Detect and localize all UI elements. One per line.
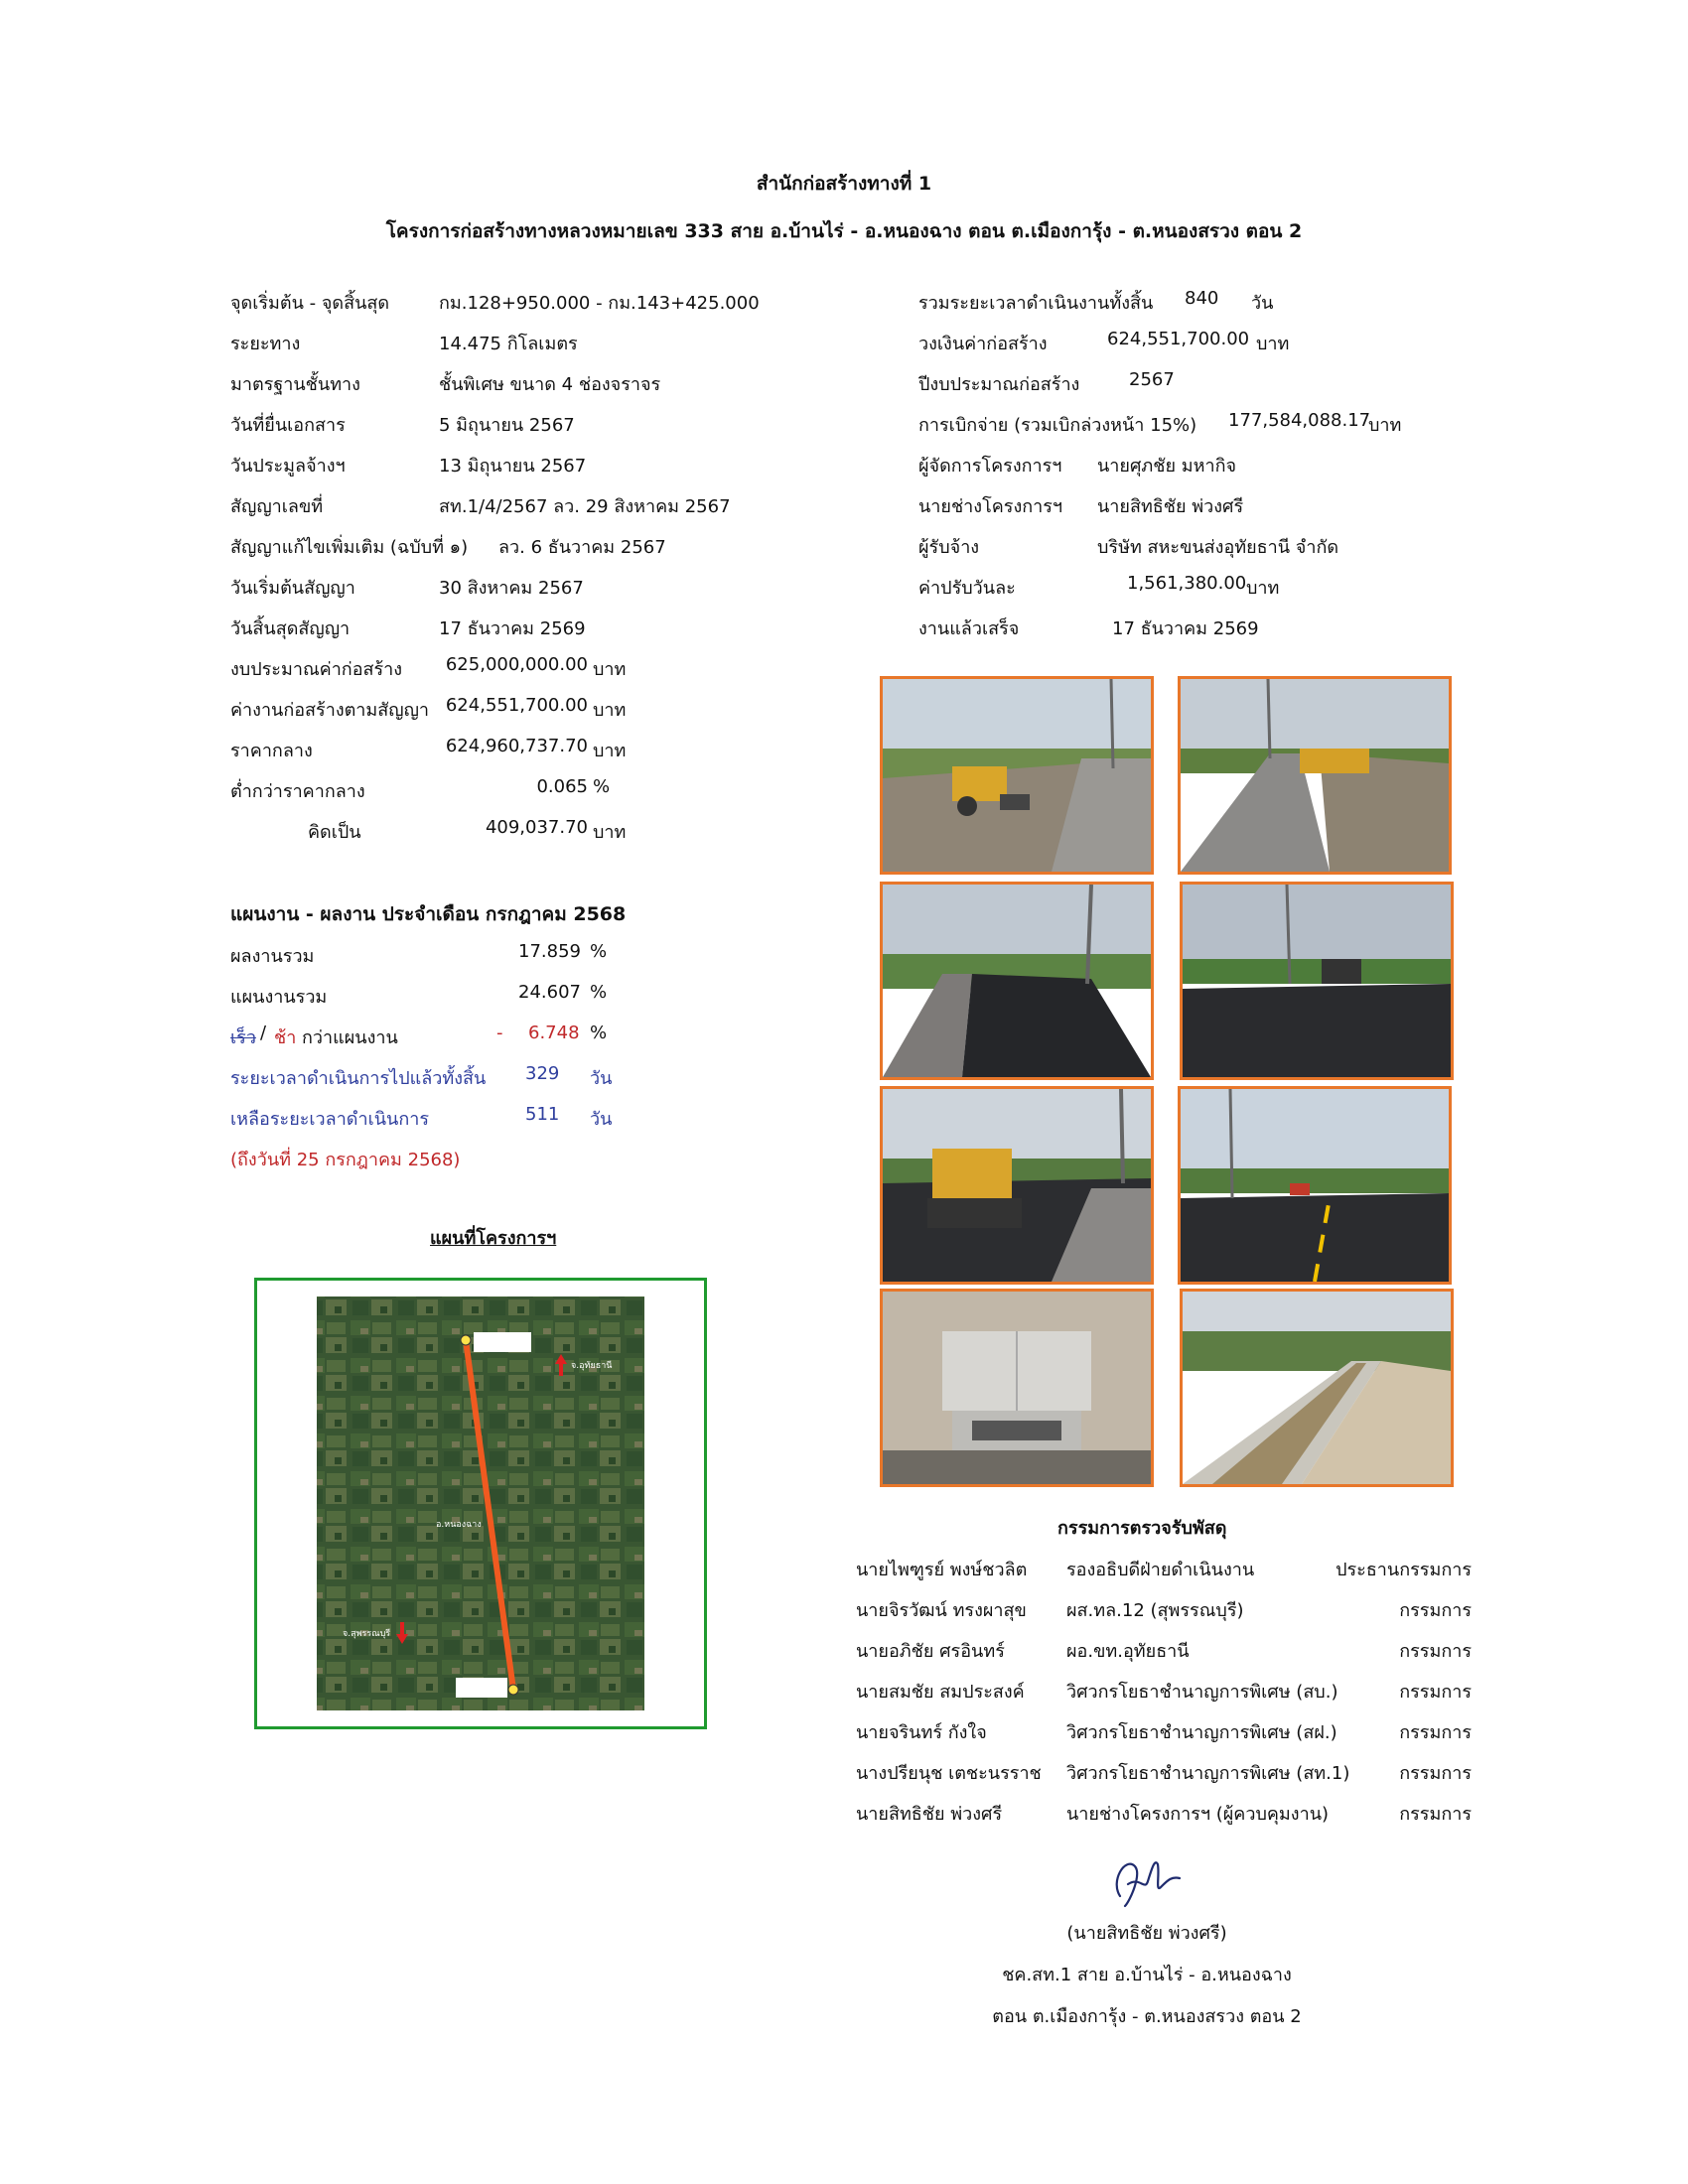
construction-photo	[880, 676, 1154, 875]
progress-actual-value: 17.859	[518, 941, 581, 962]
info-label: วันเริ่มต้นสัญญา	[230, 578, 355, 599]
info-value: 177,584,088.17	[1228, 410, 1371, 431]
progress-title: แผนงาน - ผลงาน ประจำเดือน กรกฎาคม 2568	[230, 903, 627, 925]
member-name: นายสมชัย สมประสงค์	[856, 1682, 1025, 1703]
photo-drainage-ditch	[1183, 1292, 1451, 1484]
member-role: กรรมการ	[1399, 1804, 1472, 1825]
progress-remain-row	[230, 1104, 628, 1134]
signature-name: (นายสิทธิชัย พ่วงศรี)	[1066, 1923, 1227, 1944]
committee-member	[856, 1677, 1472, 1706]
start-label-box	[474, 1332, 531, 1352]
progress-diff-sep: /	[260, 1023, 267, 1043]
budget-label: ราคากลาง	[230, 741, 313, 761]
info-label: การเบิกจ่าย (รวมเบิกล่วงหน้า 15%)	[918, 415, 1197, 436]
member-name: นายอภิชัย ศรอินทร์	[856, 1641, 1005, 1662]
info-value: นายศุภชัย มหากิจ	[1097, 456, 1237, 477]
progress-elapsed-value: 329	[525, 1063, 560, 1084]
construction-photo	[880, 882, 1154, 1080]
info-value: 5 มิถุนายน 2567	[439, 415, 575, 436]
info-value: บริษัท สหะขนส่งอุทัยธานี จำกัด	[1097, 537, 1339, 558]
map-label-bottom: จ.สุพรรณบุรี	[343, 1629, 391, 1639]
member-role: กรรมการ	[1399, 1722, 1472, 1743]
member-position: ผส.ทล.12 (สุพรรณบุรี)	[1066, 1600, 1244, 1621]
photo-asphalt-2	[1183, 885, 1451, 1077]
photo-road-lines	[1181, 1089, 1449, 1282]
info-label: ค่าปรับวันละ	[918, 578, 1016, 599]
progress-plan-value: 24.607	[518, 982, 581, 1003]
office-title: สำนักก่อสร้างทางที่ 1	[756, 173, 932, 195]
info-value: กม.128+950.000 - กม.143+425.000	[439, 293, 760, 314]
budget-label: ต่ำกว่าราคากลาง	[230, 781, 365, 802]
progress-diff-value: 6.748	[528, 1023, 580, 1043]
info-value: 17 ธันวาคม 2569	[439, 618, 586, 639]
info-label: วันที่ยื่นเอกสาร	[230, 415, 346, 436]
info-value: 1,561,380.00	[1127, 573, 1247, 594]
info-value: 17 ธันวาคม 2569	[1112, 618, 1259, 639]
progress-elapsed-label: ระยะเวลาดำเนินการไปแล้วทั้งสิ้น	[230, 1068, 487, 1089]
info-value: 14.475 กิโลเมตร	[439, 334, 578, 354]
construction-photo	[1180, 1289, 1454, 1487]
progress-diff-fast: เร็ว	[230, 1027, 256, 1048]
info-label: งานแล้วเสร็จ	[918, 618, 1020, 639]
info-unit: วัน	[1251, 293, 1274, 314]
info-label: สัญญาเลขที่	[230, 496, 324, 517]
budget-label: งบประมาณค่าก่อสร้าง	[230, 659, 403, 680]
info-label: สัญญาแก้ไขเพิ่มเติม (ฉบับที่ ๑)	[230, 537, 469, 558]
info-value: สท.1/4/2567 ลว. 29 สิงหาคม 2567	[439, 496, 731, 517]
budget-value: 409,037.70	[485, 817, 588, 838]
committee-member	[856, 1555, 1472, 1584]
member-name: นายไพฑูรย์ พงษ์ชวลิต	[856, 1560, 1028, 1580]
committee-member	[856, 1717, 1472, 1747]
route-end-marker	[508, 1685, 518, 1695]
progress-elapsed-unit: วัน	[590, 1068, 613, 1089]
progress-diff-unit: %	[590, 1023, 608, 1043]
construction-photo	[880, 1086, 1154, 1285]
satellite-tint	[317, 1297, 644, 1710]
progress-plan-unit: %	[590, 982, 608, 1003]
map-label-top: จ.อุทัยธานี	[571, 1361, 613, 1371]
photo-catch-basin	[883, 1292, 1151, 1484]
member-position: วิศวกรโยธาชำนาญการพิเศษ (สฝ.)	[1066, 1722, 1337, 1743]
member-name: นายจรินทร์ กังใจ	[856, 1722, 987, 1743]
construction-photo	[1180, 882, 1454, 1080]
budget-label: ค่างานก่อสร้างตามสัญญา	[230, 700, 430, 721]
photo-tire-roller	[883, 1089, 1151, 1282]
budget-value: 624,551,700.00	[445, 695, 588, 716]
info-value: 840	[1185, 288, 1219, 309]
member-role: ประธานกรรมการ	[1336, 1560, 1472, 1580]
handwritten-signature	[1100, 1846, 1190, 1916]
map-label-mid: อ.หนองฉาง	[436, 1520, 482, 1530]
budget-unit: บาท	[593, 659, 627, 680]
progress-actual-label: ผลงานรวม	[230, 946, 315, 967]
info-value: 624,551,700.00	[1107, 329, 1250, 349]
signature-line1: ชค.สท.1 สาย อ.บ้านไร่ - อ.หนองฉาง	[1002, 1965, 1292, 1985]
budget-value: 625,000,000.00	[445, 654, 588, 675]
progress-remain-value: 511	[525, 1104, 560, 1125]
map-title: แผนที่โครงการฯ	[430, 1228, 557, 1249]
progress-diff-suffix: กว่าแผนงาน	[302, 1027, 398, 1048]
map-frame	[254, 1278, 707, 1729]
info-value: ชั้นพิเศษ ขนาด 4 ช่องจราจร	[439, 374, 661, 395]
member-role: กรรมการ	[1399, 1600, 1472, 1621]
committee-title: กรรมการตรวจรับพัสดุ	[1057, 1518, 1227, 1539]
progress-plan-row	[230, 982, 628, 1012]
info-value: นายสิทธิชัย พ่วงศรี	[1097, 496, 1244, 517]
info-label: ปีงบประมาณก่อสร้าง	[918, 374, 1080, 395]
info-value: 13 มิถุนายน 2567	[439, 456, 587, 477]
info-label: ผู้รับจ้าง	[918, 537, 980, 558]
signature-line2: ตอน ต.เมืองการุ้ง - ต.หนองสรวง ตอน 2	[992, 2006, 1302, 2027]
photo-roller-gravel	[883, 679, 1151, 872]
committee-member	[856, 1758, 1472, 1788]
photo-grader	[1181, 679, 1449, 872]
info-unit: บาท	[1256, 334, 1290, 354]
member-position: วิศวกรโยธาชำนาญการพิเศษ (สท.1)	[1066, 1763, 1350, 1784]
budget-unit: บาท	[593, 822, 627, 843]
info-label: จุดเริ่มต้น - จุดสิ้นสุด	[230, 293, 390, 314]
member-name: นางปรียนุช เตชะนรราช	[856, 1763, 1042, 1784]
budget-unit: บาท	[593, 700, 627, 721]
budget-unit: %	[593, 776, 611, 797]
progress-actual-row	[230, 941, 628, 971]
budget-row	[230, 817, 647, 847]
construction-photo	[1178, 676, 1452, 875]
info-label: นายช่างโครงการฯ	[918, 496, 1063, 517]
member-name: นายสิทธิชัย พ่วงศรี	[856, 1804, 1003, 1825]
progress-actual-unit: %	[590, 941, 608, 962]
budget-row	[230, 695, 647, 725]
progress-diff-row	[230, 1023, 628, 1052]
progress-remain-label: เหลือระยะเวลาดำเนินการ	[230, 1109, 430, 1130]
progress-elapsed-row	[230, 1063, 628, 1093]
budget-row	[230, 654, 647, 684]
member-role: กรรมการ	[1399, 1682, 1472, 1703]
member-position: นายช่างโครงการฯ (ผู้ควบคุมงาน)	[1066, 1804, 1330, 1825]
construction-photo	[1178, 1086, 1452, 1285]
info-unit: บาท	[1246, 578, 1280, 599]
progress-asof: (ถึงวันที่ 25 กรกฎาคม 2568)	[230, 1150, 461, 1170]
project-title: โครงการก่อสร้างทางหลวงหมายเลข 333 สาย อ.บ้านไร่ - อ.หนองฉาง ตอน ต.เมืองการุ้ง - ต.หนองสรวง ตอน 2	[385, 220, 1303, 242]
budget-row	[230, 736, 647, 765]
info-label: ระยะทาง	[230, 334, 301, 354]
info-label: ผู้จัดการโครงการฯ	[918, 456, 1062, 477]
progress-plan-label: แผนงานรวม	[230, 987, 328, 1008]
info-label: รวมระยะเวลาดำเนินงานทั้งสิ้น	[918, 293, 1154, 314]
route-start-marker	[461, 1335, 471, 1345]
info-label: วงเงินค่าก่อสร้าง	[918, 334, 1048, 354]
member-position: วิศวกรโยธาชำนาญการพิเศษ (สบ.)	[1066, 1682, 1338, 1703]
construction-photo	[880, 1289, 1154, 1487]
member-name: นายจิรวัฒน์ ทรงผาสุข	[856, 1600, 1027, 1621]
budget-value: 624,960,737.70	[445, 736, 588, 756]
budget-label: คิดเป็น	[308, 822, 361, 843]
budget-value: 0.065	[536, 776, 588, 797]
budget-row	[230, 776, 647, 806]
progress-remain-unit: วัน	[590, 1109, 613, 1130]
info-label: มาตรฐานชั้นทาง	[230, 374, 360, 395]
info-label: วันประมูลจ้างฯ	[230, 456, 346, 477]
info-unit: บาท	[1368, 415, 1402, 436]
committee-member	[856, 1799, 1472, 1829]
info-value: ลว. 6 ธันวาคม 2567	[498, 537, 666, 558]
info-value: 30 สิงหาคม 2567	[439, 578, 584, 599]
photo-asphalt-1	[883, 885, 1151, 1077]
member-role: กรรมการ	[1399, 1641, 1472, 1662]
member-role: กรรมการ	[1399, 1763, 1472, 1784]
end-label-box	[456, 1678, 507, 1698]
progress-diff-slow: ช้า	[274, 1027, 297, 1048]
committee-member	[856, 1636, 1472, 1666]
info-label: วันสิ้นสุดสัญญา	[230, 618, 351, 639]
committee-member	[856, 1595, 1472, 1625]
member-position: ผอ.ขท.อุทัยธานี	[1066, 1641, 1190, 1662]
project-map	[257, 1281, 704, 1726]
budget-unit: บาท	[593, 741, 627, 761]
member-position: รองอธิบดีฝ่ายดำเนินงาน	[1066, 1560, 1255, 1580]
progress-diff-sign: -	[496, 1023, 503, 1043]
info-value: 2567	[1129, 369, 1175, 390]
